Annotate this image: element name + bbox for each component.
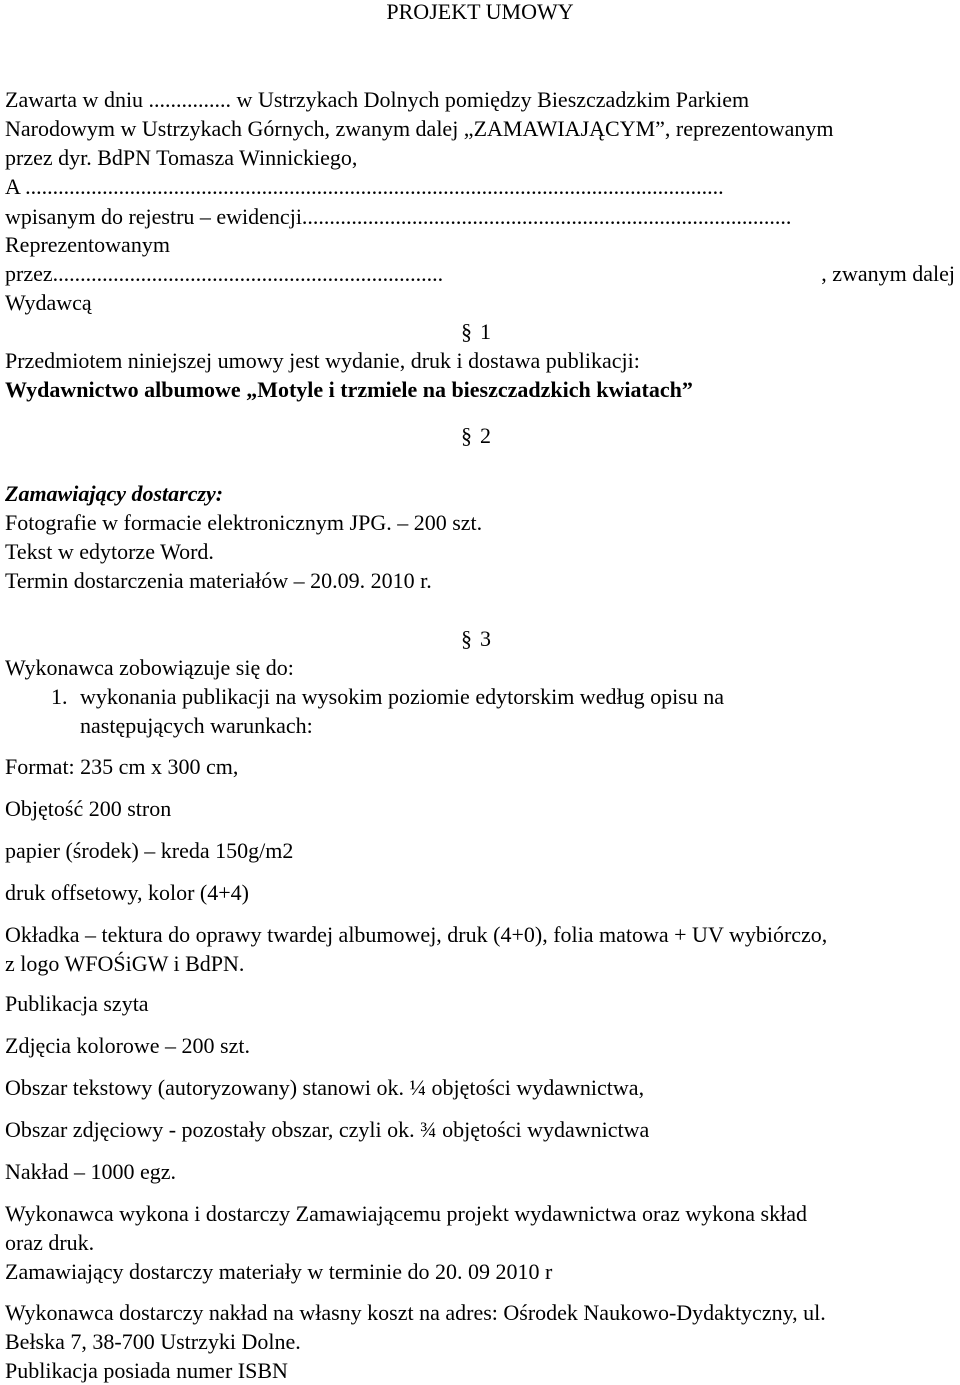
section-1-heading — [461, 318, 491, 346]
spec-run: Nakład – 1000 egz. — [5, 1159, 177, 1184]
intro-line-7-left: przez....................................................................... — [5, 261, 444, 286]
intro-line-5: wpisanym do rejestru – ewidencji......................................................................................... — [5, 204, 792, 229]
section-3-heading — [461, 625, 491, 653]
section-2-heading — [461, 422, 491, 450]
project-line-1 — [5, 1200, 955, 1228]
spec-text-area: Obszar tekstowy (autoryzowany) stanowi ok. ¼ objętości wydawnictwa, — [5, 1075, 645, 1100]
intro-line-3: przez dyr. BdPN Tomasza Winnickiego, — [5, 145, 358, 170]
intro-line-4: A ............................................................................................................................... — [5, 174, 724, 199]
section-2-subheading: Zamawiający dostarczy: — [5, 481, 224, 506]
spec-format: Format: 235 cm x 300 cm, — [5, 754, 239, 779]
spec-cover-line-2: z logo WFOŚiGW i BdPN. — [5, 951, 245, 976]
section-2-line-1: Fotografie w formacie elektronicznym JPG. – 200 szt. — [5, 510, 483, 535]
section-symbol: § — [461, 423, 472, 448]
section-3-subheading: Wykonawca zobowiązuje się do: — [5, 655, 294, 680]
spec-sewn: Publikacja szyta — [5, 991, 149, 1016]
intro-line-6: Reprezentowanym — [5, 232, 170, 257]
isbn-line: Publikacja posiada numer ISBN — [5, 1358, 288, 1383]
section-1-number: 1 — [480, 319, 491, 344]
spec-paper: papier (środek) – kreda 150g/m2 — [5, 838, 294, 863]
project-line-1-text: Wykonawca wykona i dostarczy Zamawiającemu projekt wydawnictwa oraz wykona skład — [5, 1201, 807, 1226]
delivery-line-1: Wykonawca dostarczy nakład na własny koszt na adres: Ośrodek Naukowo-Dydaktyczny, ul. — [5, 1300, 826, 1325]
intro-line-1: Zawarta w dniu ............... w Ustrzykach Dolnych pomiędzy Bieszczadzkim Parkiem — [5, 87, 750, 112]
spec-cover-line-1: Okładka – tektura do oprawy twardej albumowej, druk (4+0), folia matowa + UV wybiórczo, — [5, 922, 828, 947]
spec-volume: Objętość 200 stron — [5, 796, 172, 821]
section-3-number: 3 — [480, 626, 491, 651]
section-3-item-line-1: wykonania publikacji na wysokim poziomie edytorskim według opisu na — [80, 684, 725, 709]
section-symbol: § — [461, 319, 472, 344]
spec-photos: Zdjęcia kolorowe – 200 szt. — [5, 1033, 250, 1058]
section-1-text: Przedmiotem niniejszej umowy jest wydanie, druk i dostawa publikacji: — [5, 348, 640, 373]
section-3-item-number: 1. — [51, 684, 68, 709]
section-symbol: § — [461, 626, 472, 651]
materials-deadline: Zamawiający dostarczy materiały w terminie do 20. 09 2010 r — [5, 1259, 553, 1284]
project-line-2: oraz druk. — [5, 1230, 95, 1255]
spec-print: druk offsetowy, kolor (4+4) — [5, 880, 249, 905]
intro-line-8: Wydawcą — [5, 290, 92, 315]
section-2-number: 2 — [480, 423, 491, 448]
intro-line-2: Narodowym w Ustrzykach Górnych, zwanym dalej „ZAMAWIAJĄCYM”, reprezentowanym — [5, 116, 834, 141]
delivery-line-2: Bełska 7, 38-700 Ustrzyki Dolne. — [5, 1329, 301, 1354]
section-2-line-2: Tekst w edytorze Word. — [5, 539, 214, 564]
intro-line-7-right: , zwanym dalej — [821, 261, 955, 286]
document-title: PROJEKT UMOWY — [386, 0, 574, 24]
intro-line-7 — [5, 260, 955, 288]
section-2-line-3: Termin dostarczenia materiałów – 20.09. 2010 r. — [5, 568, 432, 593]
spec-photo-area: Obszar zdjęciowy - pozostały obszar, czyli ok. ¾ objętości wydawnictwa — [5, 1117, 650, 1142]
section-1-publication-title: Wydawnictwo albumowe „Motyle i trzmiele na bieszczadzkich kwiatach” — [5, 377, 693, 402]
section-3-item-line-2: następujących warunkach: — [80, 713, 313, 738]
